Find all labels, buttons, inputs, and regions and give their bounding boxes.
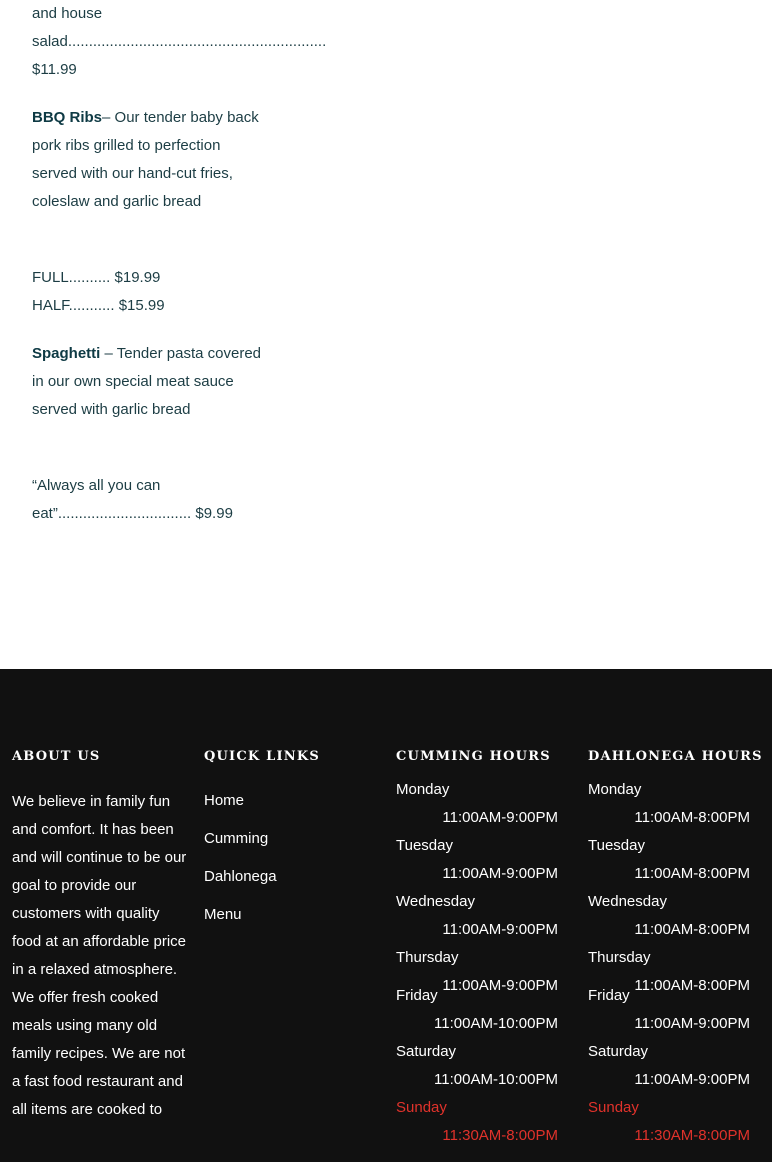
hours-day: Saturday bbox=[588, 1043, 649, 1060]
dish-name: BBQ Ribs bbox=[32, 109, 103, 126]
dish-description: – Our tender baby back pork ribs grilled to perfection served with our hand-cut fries, coleslaw and garlic bread bbox=[32, 109, 259, 210]
hours-time: 11:00AM-8:00PM bbox=[634, 977, 750, 994]
hours-time-sunday: 11:30AM-8:00PM bbox=[442, 1127, 558, 1144]
hours-day: Wednesday bbox=[396, 893, 475, 910]
quick-links-heading: QUICK LINKS bbox=[204, 749, 320, 764]
hours-time: 11:00AM-10:00PM bbox=[434, 1071, 558, 1088]
menu-item-bbq-ribs bbox=[32, 104, 262, 216]
dahlonega-hours-list bbox=[588, 777, 752, 1157]
dahlonega-hours-heading: DAHLONEGA HOURS bbox=[588, 749, 763, 764]
hours-day: Monday bbox=[396, 781, 450, 798]
hours-time: 11:00AM-10:00PM bbox=[434, 1015, 558, 1032]
hours-day: Thursday bbox=[588, 949, 651, 966]
hours-day: Tuesday bbox=[588, 837, 645, 854]
footer-link-cumming[interactable]: Cumming bbox=[204, 830, 269, 847]
menu-item-house-salad bbox=[32, 0, 327, 84]
menu-item-spaghetti bbox=[32, 340, 262, 424]
price-full-text: FULL.......... $19.99 bbox=[32, 269, 161, 286]
hours-time: 11:00AM-8:00PM bbox=[634, 921, 750, 938]
price-all-you-can-eat bbox=[32, 472, 262, 528]
hours-time: 11:00AM-9:00PM bbox=[634, 1071, 750, 1088]
site-footer bbox=[0, 669, 772, 1162]
hours-time: 11:00AM-9:00PM bbox=[442, 809, 558, 826]
hours-day: Friday bbox=[588, 987, 630, 1004]
price-half bbox=[32, 292, 262, 320]
price-half-text: HALF........... $15.99 bbox=[32, 297, 165, 314]
hours-day: Saturday bbox=[396, 1043, 457, 1060]
footer-link-dahlonega[interactable]: Dahlonega bbox=[204, 868, 277, 885]
footer-link-home[interactable]: Home bbox=[204, 792, 245, 809]
hours-time: 11:00AM-9:00PM bbox=[634, 1015, 750, 1032]
about-us-text: We believe in family fun and comfort. It has been and will continue to be our goal to provide our customers with quality food at an affordable price in a relaxed atmosphere. We offer fresh cooked meals using many old family recipes. We are not a fast food restaurant and all items are cooked to bbox=[12, 793, 187, 1118]
hours-day: Monday bbox=[588, 781, 642, 798]
price-full bbox=[32, 264, 262, 292]
hours-time: 11:00AM-8:00PM bbox=[634, 865, 750, 882]
price-text: “Always all you can eat”................................ $9.99 bbox=[32, 477, 233, 522]
about-us-heading: ABOUT US bbox=[12, 749, 101, 764]
cumming-hours-heading: CUMMING HOURS bbox=[396, 749, 551, 764]
hours-day: Thursday bbox=[396, 949, 459, 966]
hours-day-sunday: Sunday bbox=[396, 1099, 447, 1116]
hours-day: Tuesday bbox=[396, 837, 453, 854]
dish-description: – Tender pasta covered in our own special meat sauce served with garlic bread bbox=[32, 345, 262, 418]
hours-time: 11:00AM-9:00PM bbox=[442, 921, 558, 938]
hours-time-sunday: 11:30AM-8:00PM bbox=[634, 1127, 750, 1144]
hours-day: Wednesday bbox=[588, 893, 667, 910]
dish-name: Spaghetti bbox=[32, 345, 101, 362]
hours-day-sunday: Sunday bbox=[588, 1099, 639, 1116]
menu-item-text: and house salad.............................................................. $11.99 bbox=[32, 5, 327, 78]
cumming-hours-list bbox=[396, 777, 560, 1157]
hours-time: 11:00AM-8:00PM bbox=[634, 809, 750, 826]
hours-time: 11:00AM-9:00PM bbox=[442, 977, 558, 994]
quick-links-list bbox=[204, 782, 277, 934]
footer-link-menu[interactable]: Menu bbox=[204, 906, 242, 923]
hours-time: 11:00AM-9:00PM bbox=[442, 865, 558, 882]
hours-day: Friday bbox=[396, 987, 438, 1004]
